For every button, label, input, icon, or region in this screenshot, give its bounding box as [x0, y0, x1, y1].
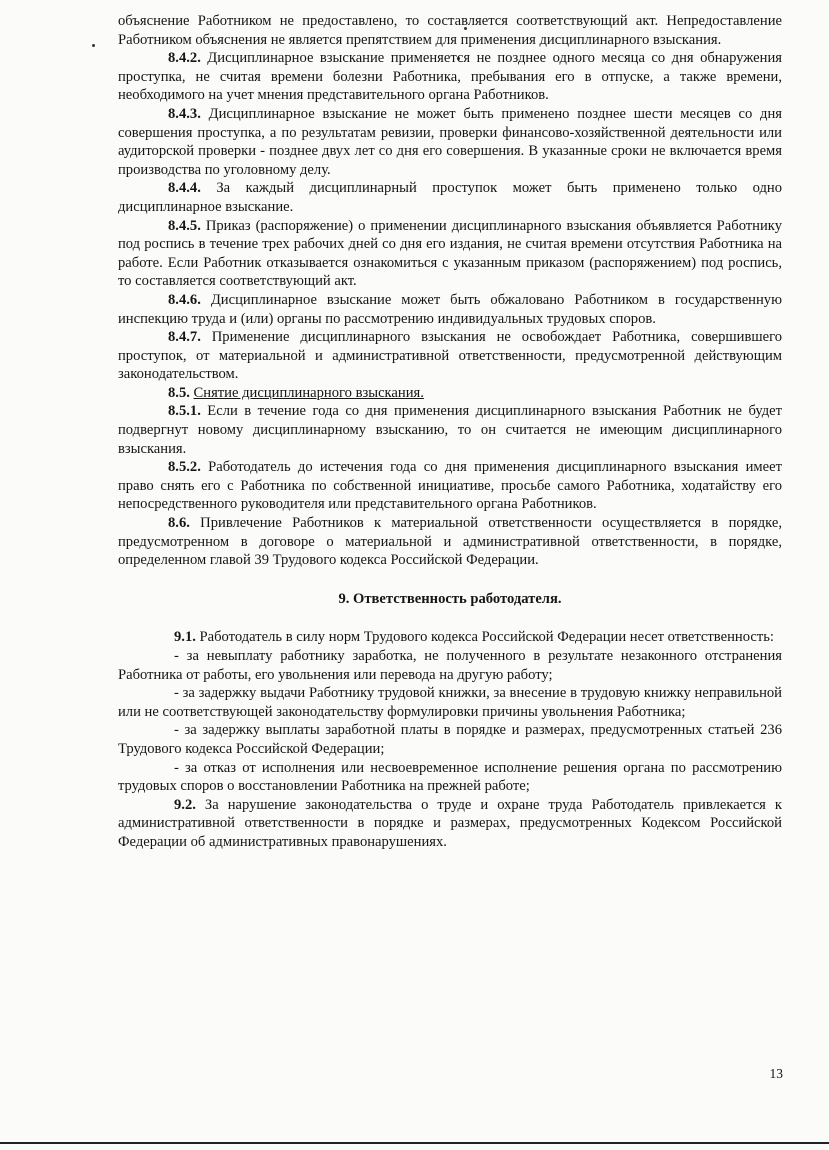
paragraph-text: Привлечение Работников к материальной ответственности осуществляется в порядке, предусмотренном в договоре о материальной и административной ответственности, в порядке, определенном главой 39 Трудового кодекса Российской Федерации. — [118, 515, 782, 569]
clause-number: 8.6. — [168, 515, 190, 532]
paragraph-8-4-3 — [118, 105, 782, 179]
paragraph-text: Дисциплинарное взыскание не может быть применено позднее шести месяцев со дня совершения проступка, а по результатам ревизии, проверки финансово-хозяйственной деятельности или аудиторской проверки - позднее двух лет со дня его совершения. В указанные сроки не включается время производства по уголовному делу. — [118, 105, 782, 178]
paragraph-8-4-4 — [118, 179, 782, 216]
paragraph-9-1 — [118, 628, 782, 647]
paragraph-9-2 — [118, 796, 782, 852]
clause-number: 8.4.6. — [168, 291, 201, 308]
clause-number: 8.4.2. — [168, 50, 201, 67]
clause-number: 9.2. — [174, 796, 196, 813]
document-page — [118, 12, 782, 852]
scan-speck — [92, 44, 95, 47]
clause-number: 8.5.2. — [168, 459, 201, 476]
paragraph-8-4-7 — [118, 328, 782, 384]
section-9-heading: 9. Ответственность работодателя. — [338, 590, 562, 607]
paragraph-text: Применение дисциплинарного взыскания не освобождает Работника, совершившего проступок, от материальной и административной ответственности, предусмотренной действующим законодательством. — [118, 329, 782, 383]
scan-edge — [0, 1142, 829, 1144]
paragraph-continuation — [118, 12, 782, 49]
list-item: - за задержку выплаты заработной платы в порядке и размерах, предусмотренных статьей 236 Трудового кодекса Российской Федерации; — [118, 722, 782, 757]
paragraph-text: Работодатель до истечения года со дня применения дисциплинарного взыскания имеет право снять его с Работника по собственной инициативе, просьбе самого Работника, ходатайству его непосредственного руководителя или представительного органа Работников. — [118, 459, 782, 513]
paragraph-text: объяснение Работником не предоставлено, то составляется соответствующий акт. Непредоставление Работником объяснения не является препятствием для применения дисциплинарного взыскания. — [118, 13, 782, 48]
paragraph-text: Дисциплинарное взыскание может быть обжаловано Работником в государственную инспекцию труда и (или) органы по рассмотрению индивидуальных трудовых споров. — [118, 291, 782, 327]
clause-number: 8.5.1. — [168, 403, 201, 420]
section-8-5-title — [118, 384, 782, 403]
paragraph-text: Дисциплинарное взыскание применяется не позднее одного месяца со дня обнаружения проступка, не считая времени болезни Работника, пребывания его в отпуске, а также времени, необходимого на учет мнения представительного органа Работников. — [118, 50, 782, 104]
clause-number: 9.1. — [174, 629, 196, 646]
paragraph-8-4-6 — [118, 291, 782, 328]
paragraph-8-4-2 — [118, 49, 782, 105]
paragraph-text: Если в течение года со дня применения дисциплинарного взыскания Работник не будет подвергнут новому дисциплинарному взысканию, то он считается не имеющим дисциплинарного взыскания. — [118, 403, 782, 457]
list-item: - за невыплату работнику заработка, не полученного в результате незаконного отстранения Работника от работы, его увольнения или перевода на другую работу; — [118, 648, 782, 683]
clause-number: 8.4.4. — [168, 180, 201, 197]
clause-number: 8.4.7. — [168, 329, 201, 346]
section-title: Снятие дисциплинарного взыскания. — [193, 384, 424, 401]
paragraph-text: За каждый дисциплинарный проступок может быть применено только одно дисциплинарное взыскание. — [118, 180, 782, 215]
paragraph-text: Приказ (распоряжение) о применении дисциплинарного взыскания объявляется Работнику под роспись в течение трех рабочих дней со дня его издания, не считая времени отсутствия Работника на работе. Если Работник отказывается ознакомиться с указанным приказом (распоряжением) под роспись, то составляется соответствующий акт. — [118, 217, 782, 290]
paragraph-8-5-1 — [118, 402, 782, 458]
paragraph-8-5-2 — [118, 458, 782, 514]
paragraph-8-4-5 — [118, 217, 782, 291]
clause-number: 8.4.3. — [168, 105, 201, 122]
paragraph-text: Работодатель в силу норм Трудового кодекса Российской Федерации несет ответственность: — [195, 629, 774, 646]
paragraph-text: За нарушение законодательства о труде и охране труда Работодатель привлекается к административной ответственности в порядке и размерах, предусмотренных Кодексом Российской Федерации об административных правонарушениях. — [118, 796, 782, 850]
clause-number: 8.4.5. — [168, 217, 201, 234]
page-number: 13 — [769, 1066, 783, 1081]
list-item: - за задержку выдачи Работнику трудовой книжки, за внесение в трудовую книжку неправильной или не соответствующей законодательству формулировки причины увольнения Работника; — [118, 685, 782, 720]
paragraph-8-6 — [118, 514, 782, 570]
clause-number: 8.5. — [168, 384, 190, 401]
list-item: - за отказ от исполнения или несвоевременное исполнение решения органа по рассмотрению трудовых споров о восстановлении Работника на прежней работе; — [118, 759, 782, 795]
